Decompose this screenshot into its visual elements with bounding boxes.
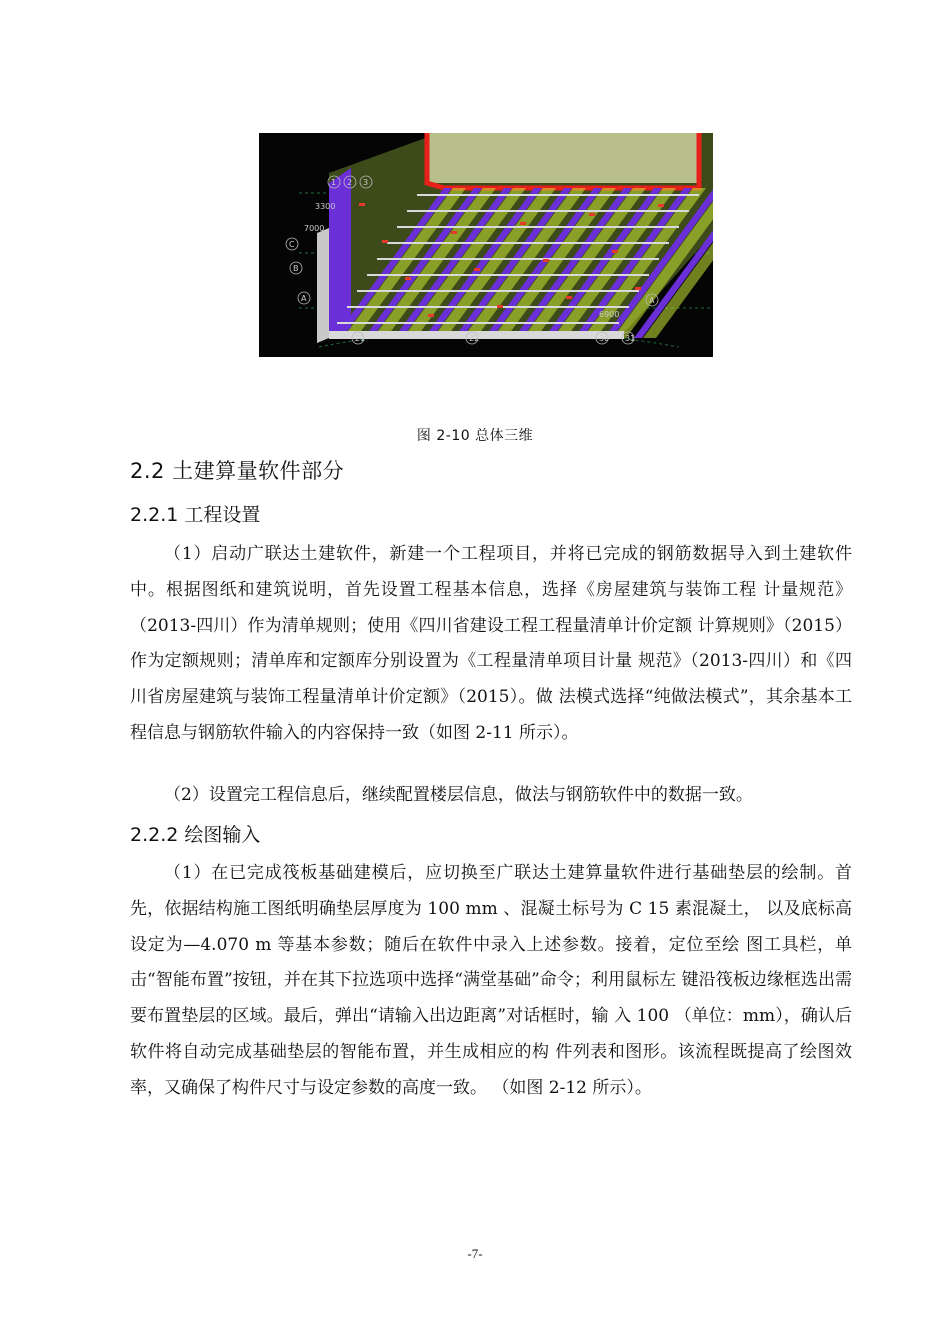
model-rebar-mark <box>658 204 664 207</box>
page-number: -7- <box>467 1246 483 1261</box>
model-rebar-mark <box>359 203 365 206</box>
model-rebar-mark <box>382 240 388 243</box>
grid-label: 21 <box>355 334 366 343</box>
paragraph-project-settings-2: （2）设置完工程信息后，继续配置楼层信息，做法与钢筋软件中的数据一致。 <box>164 785 753 805</box>
paragraph-project-settings-1: （1）启动广联达土建软件，新建一个工程项目，并将已完成的钢筋数据导入到土建软件中。根据图纸和建筑说明，首先设置工程基本信息，选择《房屋建筑与装饰工程 计量规范》（2013-四川）作为清单规则；使用《四川省建设工程工程量清单计价定额 计算规则》（2015）作为定额规则；清单库和定额库分别设置为《工程量清单项目计量 规范》（2013-四川）和《四川省房屋建筑与装饰工程量清单计价定额》（2015）。做 法模式选择“纯做法模式”，其余基本工程信息与钢筋软件输入的内容保持一致（如图 2-11 所示）。 <box>130 544 852 743</box>
grid-label: 6900 <box>599 310 620 319</box>
model-rebar-mark <box>566 296 572 299</box>
grid-label: 30 <box>599 334 610 343</box>
subsection-title-project-settings: 2.2.1 工程设置 <box>130 504 261 526</box>
model-rebar-mark <box>612 250 618 253</box>
figure-3d-model <box>259 133 713 357</box>
bim-3d-overall-model-render-icon <box>259 133 713 357</box>
figure-caption: 图 2-10 总体三维 <box>416 428 534 444</box>
grid-label: B <box>293 264 299 273</box>
grid-label: 3300 <box>315 202 336 211</box>
grid-label: 22 <box>469 334 480 343</box>
model-rebar-mark <box>405 277 411 280</box>
paragraph-drawing-input-1: （1）在已完成筏板基础建模后，应切换至广联达土建算量软件进行基础垫层的绘制。首先，依据结构施工图纸明确垫层厚度为 100 mm 、混凝土标号为 C 15 素混凝土， 以及底标高设定为—4.070 m 等基本参数；随后在软件中录入上述参数。接着，定位至绘 图工具栏，单击“智能布置”按钮，并在其下拉选项中选择“满堂基础”命令；利用鼠标左 键沿筏板边缘框选出需要布置垫层的区域。最后，弹出“请输入出边距离”对话框时，输 入 100 （单位：mm），确认后软件将自动完成基础垫层的智能布置，并生成相应的构 件列表和图形。该流程既提高了绘图效率，又确保了构件尺寸与设定参数的高度一致。 （如图 2-12 所示）。 <box>130 863 852 1098</box>
model-rebar-mark <box>451 231 457 234</box>
grid-label: A <box>649 296 655 305</box>
grid-label: C <box>289 240 295 249</box>
model-rebar-mark <box>543 259 549 262</box>
grid-label: 31 <box>625 334 636 343</box>
grid-label: 7000 <box>304 224 325 233</box>
model-rebar-mark <box>497 305 503 308</box>
grid-label: 3 <box>363 178 369 187</box>
model-rebar-mark <box>635 287 641 290</box>
section-title: 2.2 土建算量软件部分 <box>130 459 345 483</box>
subsection-title-drawing-input: 2.2.2 绘图输入 <box>130 824 261 846</box>
model-left-facade <box>329 168 351 338</box>
grid-label: A <box>301 294 307 303</box>
model-rebar-mark <box>428 314 434 317</box>
model-rebar-mark <box>474 268 480 271</box>
grid-label: 1 <box>331 178 337 187</box>
grid-label: 2 <box>347 178 353 187</box>
model-rebar-mark <box>520 222 526 225</box>
model-rebar-mark <box>589 213 595 216</box>
